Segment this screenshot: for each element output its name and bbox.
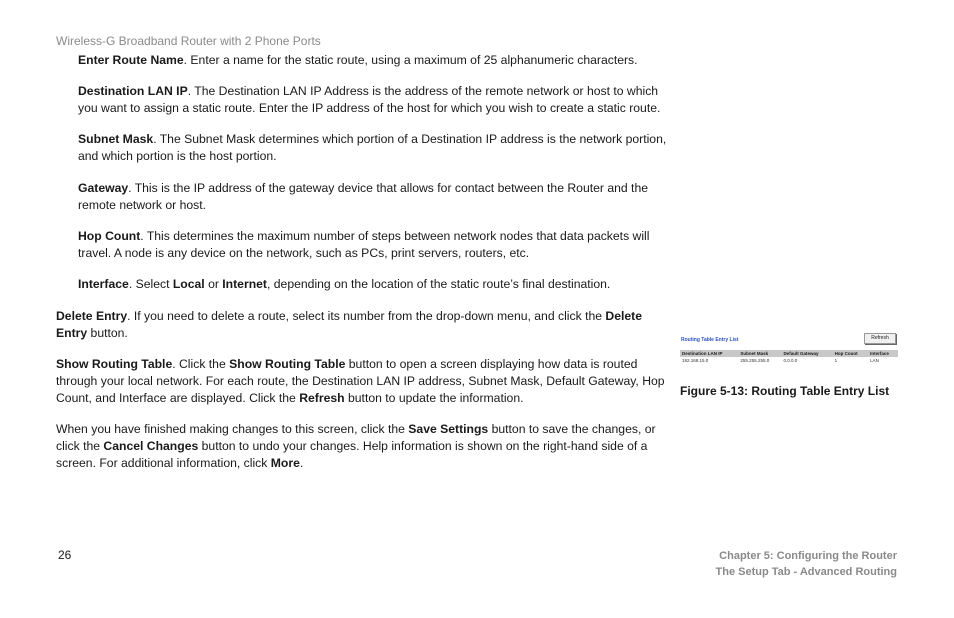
text-gateway: . This is the IP address of the gateway device that allows for contact between the Router and the remote network or host. — [78, 181, 648, 212]
page-number: 26 — [58, 548, 72, 562]
table-cell: 0.0.0.0 — [781, 357, 832, 364]
text-interface-3: , depending on the location of the static route’s final destination. — [267, 277, 611, 291]
refresh-button: Refresh — [864, 333, 896, 344]
footer-chapter: Chapter 5: Configuring the Router — [719, 550, 897, 562]
running-header: Wireless-G Broadband Router with 2 Phone Ports — [56, 34, 321, 48]
term-refresh: Refresh — [299, 391, 345, 405]
text-show-routing-table-1: . Click the — [172, 357, 230, 371]
term-gateway: Gateway — [78, 181, 129, 195]
text-hop-count: . This determines the maximum number of steps between network nodes that data packets will travel. A node is any device on the network, such as PCs, print servers, routers, etc. — [78, 229, 650, 260]
paragraph-show-routing-table — [56, 356, 668, 407]
table-header-row — [680, 350, 898, 357]
column-header: Default Gateway — [781, 350, 832, 357]
figure-caption: Figure 5-13: Routing Table Entry List — [680, 384, 890, 398]
table-cell: 255.255.255.0 — [738, 357, 781, 364]
paragraph-save-cancel — [56, 421, 668, 472]
column-header: Destination LAN IP — [680, 350, 738, 357]
text-save-1: When you have finished making changes to this screen, click the — [56, 422, 409, 436]
term-destination-lan-ip: Destination LAN IP — [78, 84, 188, 98]
text-save-4: . — [299, 456, 304, 470]
text-destination-lan-ip: . The Destination LAN IP Address is the address of the remote network or host to which you want to assign a static route. Enter the IP address of the host for which you wish to create a static route. — [78, 84, 661, 115]
column-header: Hop Count — [833, 350, 868, 357]
term-interface: Interface — [78, 277, 129, 291]
term-subnet-mask: Subnet Mask — [78, 132, 154, 146]
figure-title: Routing Table Entry List — [681, 337, 739, 343]
text-show-routing-table-3: button to update the information. — [344, 391, 524, 405]
text-enter-route-name: . Enter a name for the static route, using a maximum of 25 alphanumeric characters. — [183, 53, 638, 67]
column-header: Interface — [868, 350, 898, 357]
text-delete-entry-1: . If you need to delete a route, select its number from the drop-down menu, and click the — [127, 309, 606, 323]
term-show-routing-table: Show Routing Table — [56, 357, 173, 371]
term-more: More — [270, 456, 300, 470]
table-cell: 192.168.15.0 — [680, 357, 738, 364]
page-footer — [716, 548, 898, 580]
text-show-routing-table-2: button to open a screen displaying how data is routed through your local network. For each route, the Destination LAN IP address, Subnet Mask, Default Gateway, Hop Count, and Interface are displayed. Click the — [56, 357, 665, 405]
table-cell: LAN — [868, 357, 898, 364]
text-interface-1: . Select — [128, 277, 173, 291]
text-subnet-mask: . The Subnet Mask determines which portion of a Destination IP address is the network portion, and which portion is the host portion. — [78, 132, 667, 163]
paragraph-gateway — [78, 180, 668, 214]
term-local: Local — [172, 277, 205, 291]
term-save-settings: Save Settings — [408, 422, 489, 436]
paragraph-hop-count — [78, 228, 668, 262]
term-internet: Internet — [222, 277, 267, 291]
paragraph-delete-entry — [56, 308, 668, 342]
table-cell: 1 — [833, 357, 868, 364]
column-header: Subnet Mask — [738, 350, 781, 357]
term-delete-entry: Delete Entry — [56, 309, 128, 323]
paragraph-destination-lan-ip — [78, 83, 668, 117]
footer-section: The Setup Tab - Advanced Routing — [715, 566, 897, 578]
text-save-2: button to save the changes, or click the — [56, 422, 656, 453]
text-delete-entry-2: button. — [87, 326, 128, 340]
routing-table-figure — [680, 333, 898, 369]
text-interface-2: or — [204, 277, 223, 291]
term-show-routing-table-button: Show Routing Table — [229, 357, 346, 371]
table-row — [680, 357, 898, 364]
paragraph-enter-route-name — [78, 52, 668, 69]
text-save-3: button to undo your changes. Help information is shown on the right-hand side of a screen. For additional information, click — [56, 439, 648, 470]
term-enter-route-name: Enter Route Name — [78, 53, 184, 67]
paragraph-interface — [78, 276, 668, 293]
paragraph-subnet-mask — [78, 131, 668, 165]
routing-table — [680, 350, 898, 364]
term-cancel-changes: Cancel Changes — [103, 439, 199, 453]
term-hop-count: Hop Count — [78, 229, 141, 243]
term-delete-entry-button: Delete Entry — [56, 309, 643, 340]
